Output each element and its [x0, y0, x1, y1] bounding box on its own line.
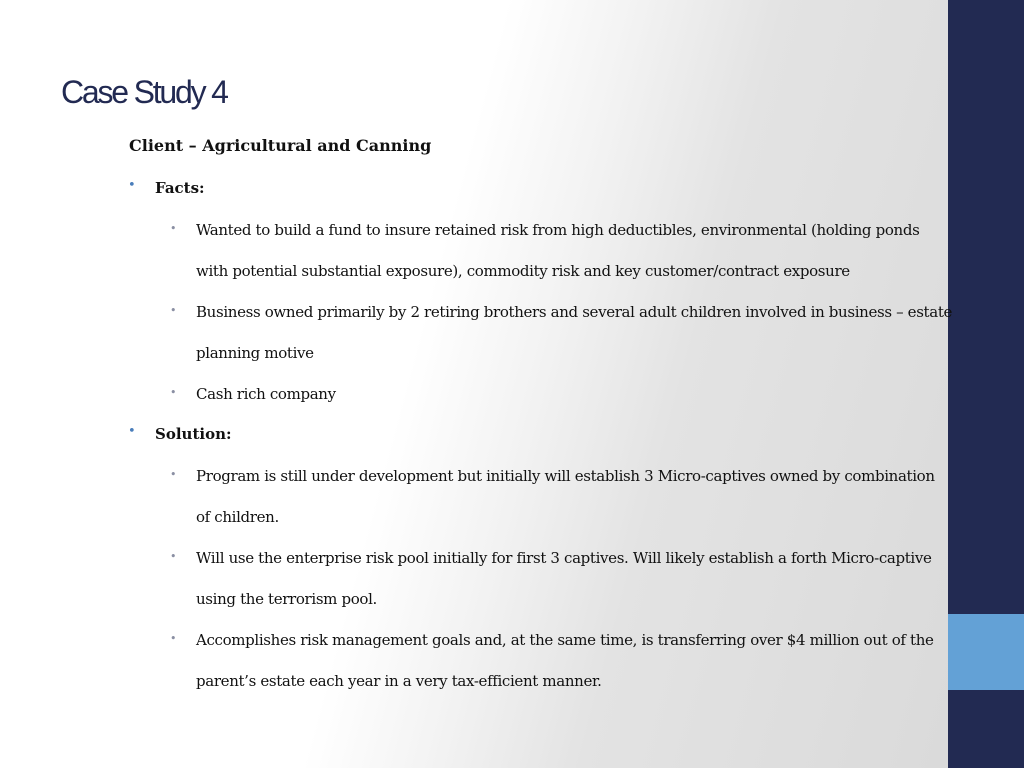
- client-line: Client – Agricultural and Canning: [129, 136, 432, 155]
- solution-item-3-line-1: Accomplishes risk management goals and, at the same time, is transferring over $4 million out of the: [196, 631, 934, 649]
- solution-item-1-line-1: Program is still under development but initially will establish 3 Micro-captives owned by combination: [196, 467, 935, 485]
- sub-bullet-icon: •: [170, 304, 177, 317]
- bullet-icon: •: [128, 424, 136, 439]
- sidebar-accent-square: [948, 614, 1024, 690]
- facts-item-1-line-2: with potential substantial exposure), commodity risk and key customer/contract exposure: [196, 262, 850, 280]
- sub-bullet-icon: •: [170, 468, 177, 481]
- sub-bullet-icon: •: [170, 632, 177, 645]
- sub-bullet-icon: •: [170, 386, 177, 399]
- sub-bullet-icon: •: [170, 222, 177, 235]
- facts-item-1-line-1: Wanted to build a fund to insure retained risk from high deductibles, environmental (holding ponds: [196, 221, 920, 239]
- bullet-icon: •: [128, 178, 136, 193]
- slide-title: Case Study 4: [61, 74, 227, 110]
- facts-item-3-line-1: Cash rich company: [196, 385, 336, 403]
- solution-item-2-line-2: using the terrorism pool.: [196, 590, 377, 608]
- solution-heading: Solution:: [155, 425, 232, 443]
- facts-item-2-line-1: Business owned primarily by 2 retiring brothers and several adult children involved in business – estate: [196, 303, 953, 321]
- sub-bullet-icon: •: [170, 550, 177, 563]
- solution-item-3-line-2: parent’s estate each year in a very tax-efficient manner.: [196, 672, 602, 690]
- facts-item-2-line-2: planning motive: [196, 344, 314, 362]
- solution-item-1-line-2: of children.: [196, 508, 279, 526]
- facts-heading: Facts:: [155, 179, 205, 197]
- solution-item-2-line-1: Will use the enterprise risk pool initially for first 3 captives. Will likely establish a forth Micro-captive: [196, 549, 932, 567]
